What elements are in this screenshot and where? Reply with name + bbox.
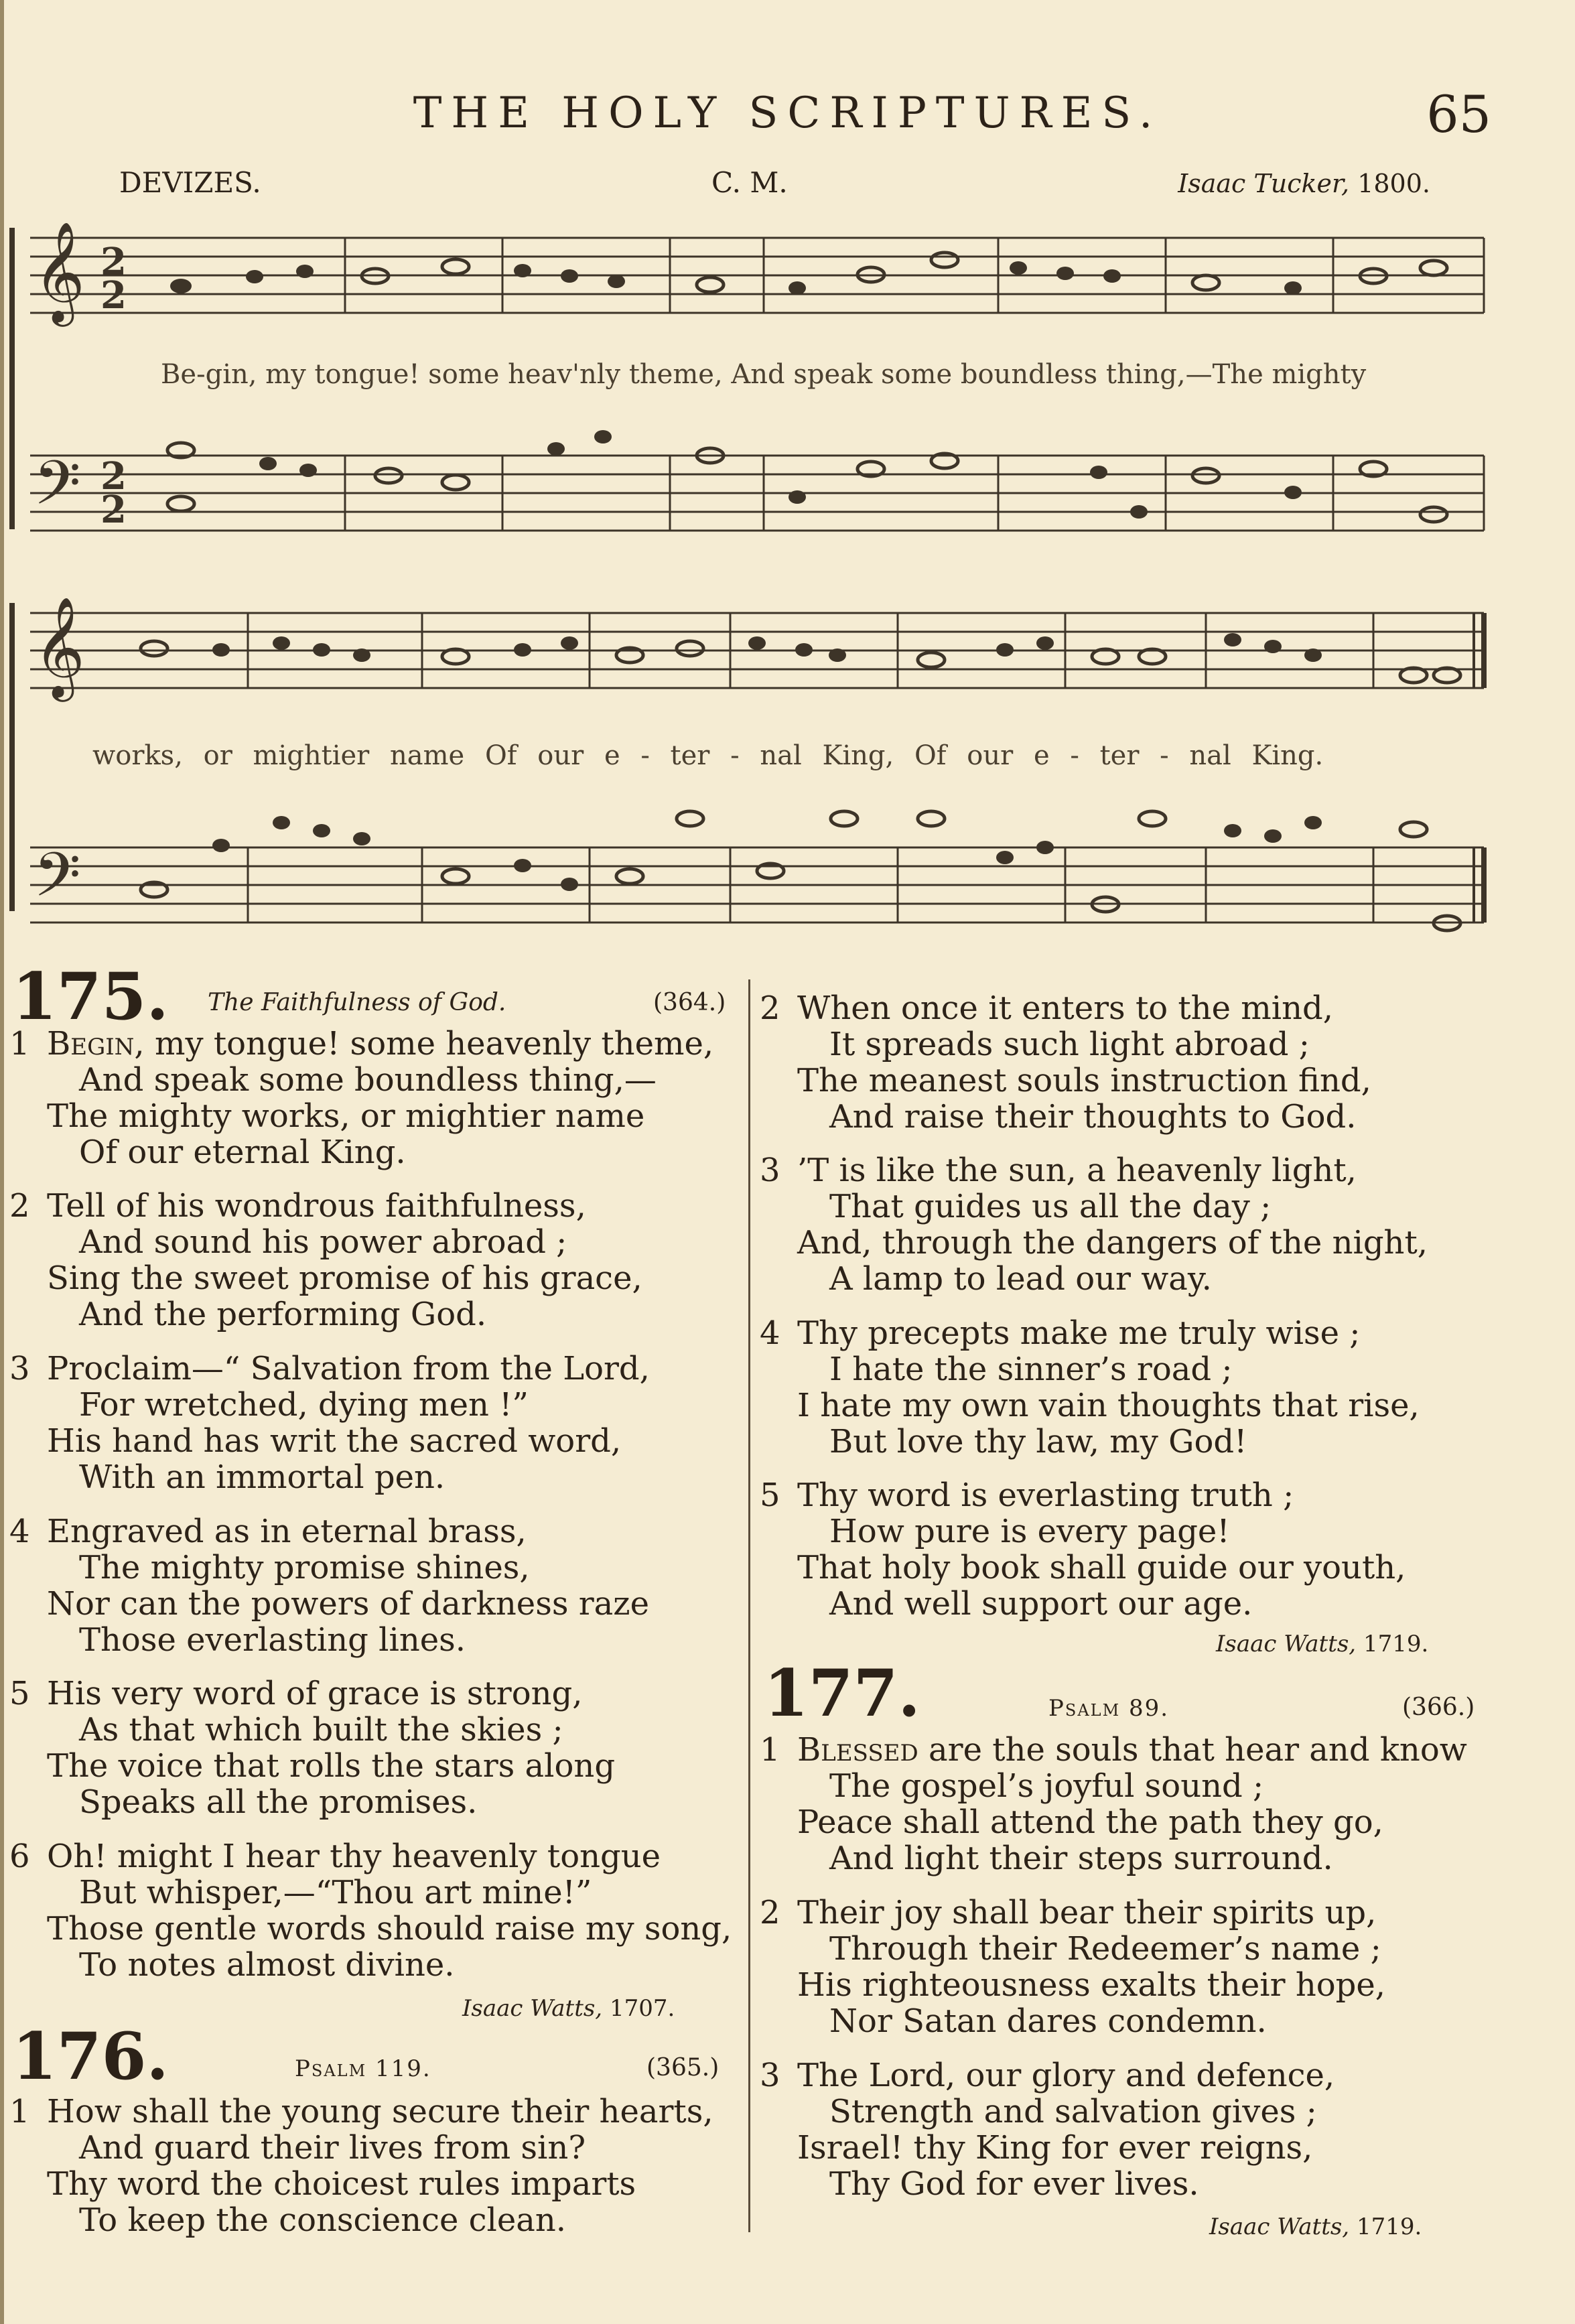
stanza-number: 3 [760, 1152, 780, 1189]
stanza-line: But love thy law, my God! [829, 1423, 1247, 1460]
tune-composer [1178, 169, 1430, 198]
stanza-number: 6 [9, 1838, 30, 1875]
stanza-line: His very word of grace is strong, [47, 1675, 583, 1712]
svg-text:𝄢: 𝄢 [33, 839, 81, 925]
hymn-177-stanza-3 [760, 2057, 1334, 2202]
stanza-line: ’T is like the sun, a heavenly light, [797, 1152, 1357, 1189]
stanza-line: A lamp to lead our way. [829, 1260, 1212, 1298]
tune-name: DEVIZES. [119, 166, 261, 199]
hymn-176-stanza-2 [760, 990, 1371, 1135]
stanza-line: And light their steps surround. [829, 1840, 1333, 1877]
stanza-number: 4 [760, 1314, 780, 1352]
hymn-175-ref: (364.) [653, 989, 726, 1016]
hymn-177-number: 177. [764, 1655, 920, 1731]
stanza-number: 2 [760, 989, 780, 1027]
stanza-line: And guard their lives from sin? [79, 2129, 586, 2167]
stanza-line: Of our eternal King. [79, 1134, 406, 1171]
stanza-number: 1 [9, 1025, 30, 1063]
stanza-number: 3 [9, 1350, 30, 1387]
hymn-176-stanza-4 [760, 1315, 1420, 1460]
stanza-line: Thy word is everlasting truth ; [797, 1477, 1294, 1514]
hymn-176-stanza-5 [760, 1477, 1406, 1622]
stanza-line: And sound his power abroad ; [79, 1223, 567, 1261]
stanza-line: The meanest souls instruction find, [797, 1062, 1371, 1099]
hymn-177-attribution [1209, 2213, 1422, 2240]
author-name: Isaac Watts, [462, 1995, 603, 2022]
stanza-line: Peace shall attend the path they go, [797, 1803, 1383, 1841]
stanza-line: The Lord, our glory and defence, [797, 2057, 1335, 2094]
hymn-176-number: 176. [12, 2019, 169, 2094]
stanza-line: And raise their thoughts to God. [829, 1098, 1357, 1136]
hymn-175-stanza-3 [9, 1351, 650, 1495]
hymn-176-title: Psalm 119. [295, 2055, 431, 2082]
hymn-175-number: 175. [12, 959, 169, 1034]
music-lyrics-line-1: Be-gin, my tongue! some heav'nly theme, And speak some boundless thing,—The mighty [161, 359, 1367, 390]
page-number: 65 [1426, 84, 1491, 144]
stanza-line: And the performing God. [79, 1296, 487, 1333]
svg-text:𝄞: 𝄞 [33, 220, 85, 322]
stanza-line: Thy word the choicest rules imparts [47, 2165, 636, 2203]
stanza-number: 3 [760, 2057, 780, 2094]
stanza-line: His hand has writ the sacred word, [47, 1422, 622, 1460]
hymn-175-stanza-5 [9, 1676, 615, 1820]
author-name: Isaac Watts, [1216, 1631, 1357, 1657]
stanza-line: Tell of his wondrous faithfulness, [47, 1187, 586, 1225]
stanza-line: I hate the sinner’s road ; [829, 1351, 1233, 1388]
stanza-line: Nor Satan dares condemn. [829, 2002, 1267, 2040]
stanza-first-word: Blessed [797, 1731, 918, 1769]
stanza-line: The mighty works, or mightier name [47, 1097, 645, 1135]
tune-composer-name: Isaac Tucker, [1178, 169, 1350, 198]
stanza-line: To keep the conscience clean. [79, 2201, 567, 2239]
stanza-line: And well support our age. [829, 1585, 1253, 1623]
stanza-line: Strength and salvation gives ; [829, 2093, 1317, 2130]
stanza-number: 1 [760, 1731, 780, 1769]
stanza-number: 4 [9, 1513, 30, 1550]
stanza-line: The voice that rolls the stars along [47, 1747, 616, 1785]
stanza-line: That guides us all the day ; [829, 1188, 1272, 1225]
stanza-line: It spreads such light abroad ; [829, 1026, 1310, 1063]
svg-text:𝄢: 𝄢 [33, 448, 81, 533]
stanza-line: But whisper,—“Thou art mine!” [79, 1874, 592, 1911]
stanza-line: The gospel’s joyful sound ; [829, 1767, 1264, 1805]
music-lyrics-line-2: works, or mightier name Of our e - ter - nal King, Of our e - ter - nal King. [92, 740, 1324, 771]
author-year: 1719. [1363, 1631, 1429, 1657]
stanza-number: 5 [9, 1675, 30, 1712]
stanza-line: my tongue! some heavenly theme, [154, 1025, 714, 1063]
svg-text:2: 2 [100, 273, 127, 318]
author-year: 1719. [1356, 2213, 1422, 2240]
hymn-177-title: Psalm 89. [1048, 1695, 1170, 1722]
author-name: Isaac Watts, [1209, 2213, 1350, 2240]
svg-text:2: 2 [100, 454, 127, 498]
stanza-first-word: Begin, [47, 1025, 145, 1063]
stanza-line: Israel! thy King for ever reigns, [797, 2129, 1313, 2167]
hymn-176-stanza-1 [9, 2094, 713, 2238]
stanza-number: 2 [760, 1894, 780, 1931]
stanza-line: Sing the sweet promise of his grace, [47, 1259, 642, 1297]
stanza-line: How shall the young secure their hearts, [47, 2093, 713, 2130]
author-year: 1707. [609, 1995, 675, 2022]
hymn-175-title: The Faithfulness of God. [208, 989, 506, 1016]
hymn-175-stanza-2 [9, 1188, 642, 1332]
stanza-line: His righteousness exalts their hope, [797, 1966, 1386, 2004]
stanza-line: As that which built the skies ; [79, 1711, 563, 1749]
stanza-line: Speaks all the promises. [79, 1783, 478, 1821]
column-divider [748, 979, 750, 2232]
stanza-line: Thy God for ever lives. [829, 2165, 1199, 2203]
hymn-175-attribution [462, 1995, 675, 2022]
stanza-line: Those gentle words should raise my song, [47, 1910, 732, 1947]
hymn-176-stanza-3 [760, 1152, 1428, 1297]
hymn-176-ref: (365.) [646, 2054, 720, 2081]
stanza-line: To notes almost divine. [79, 1946, 455, 1984]
stanza-line: Engraved as in eternal brass, [47, 1513, 527, 1550]
stanza-line: With an immortal pen. [79, 1458, 446, 1496]
hymn-175-stanza-1 [9, 1026, 713, 1170]
svg-text:2: 2 [100, 488, 127, 532]
hymn-177-ref: (366.) [1402, 1694, 1475, 1721]
stanza-line: Oh! might I hear thy heavenly tongue [47, 1838, 661, 1875]
svg-text:2: 2 [100, 240, 127, 284]
stanza-line: Nor can the powers of darkness raze [47, 1585, 649, 1623]
hymn-175-stanza-4 [9, 1513, 649, 1658]
stanza-line: When once it enters to the mind, [797, 989, 1334, 1027]
svg-text:𝄞: 𝄞 [33, 596, 85, 697]
tune-composer-year: 1800. [1357, 169, 1430, 198]
stanza-line: Thy precepts make me truly wise ; [797, 1314, 1361, 1352]
stanza-line: are the souls that hear and know [929, 1731, 1467, 1769]
stanza-number: 2 [9, 1187, 30, 1225]
stanza-line: The mighty promise shines, [79, 1549, 530, 1586]
hymn-176-attribution [1216, 1631, 1428, 1657]
stanza-line: And speak some boundless thing,— [79, 1061, 657, 1099]
stanza-line: Those everlasting lines. [79, 1621, 466, 1659]
stanza-line: I hate my own vain thoughts that rise, [797, 1387, 1420, 1424]
hymn-175-stanza-6 [9, 1838, 732, 1983]
stanza-number: 1 [9, 2093, 30, 2130]
tune-meter: C. M. [711, 166, 788, 199]
stanza-line: That holy book shall guide our youth, [797, 1549, 1406, 1586]
stanza-line: How pure is every page! [829, 1513, 1230, 1550]
stanza-number: 5 [760, 1477, 780, 1514]
hymn-177-stanza-1 [760, 1732, 1467, 1876]
stanza-line: Through their Redeemer’s name ; [829, 1930, 1381, 1968]
stanza-line: And, through the dangers of the night, [797, 1224, 1428, 1261]
running-header: THE HOLY SCRIPTURES. [413, 88, 1162, 138]
hymn-177-stanza-2 [760, 1895, 1385, 2039]
stanza-line: Proclaim—“ Salvation from the Lord, [47, 1350, 650, 1387]
stanza-line: For wretched, dying men !” [79, 1386, 529, 1424]
stanza-line: Their joy shall bear their spirits up, [797, 1894, 1377, 1931]
